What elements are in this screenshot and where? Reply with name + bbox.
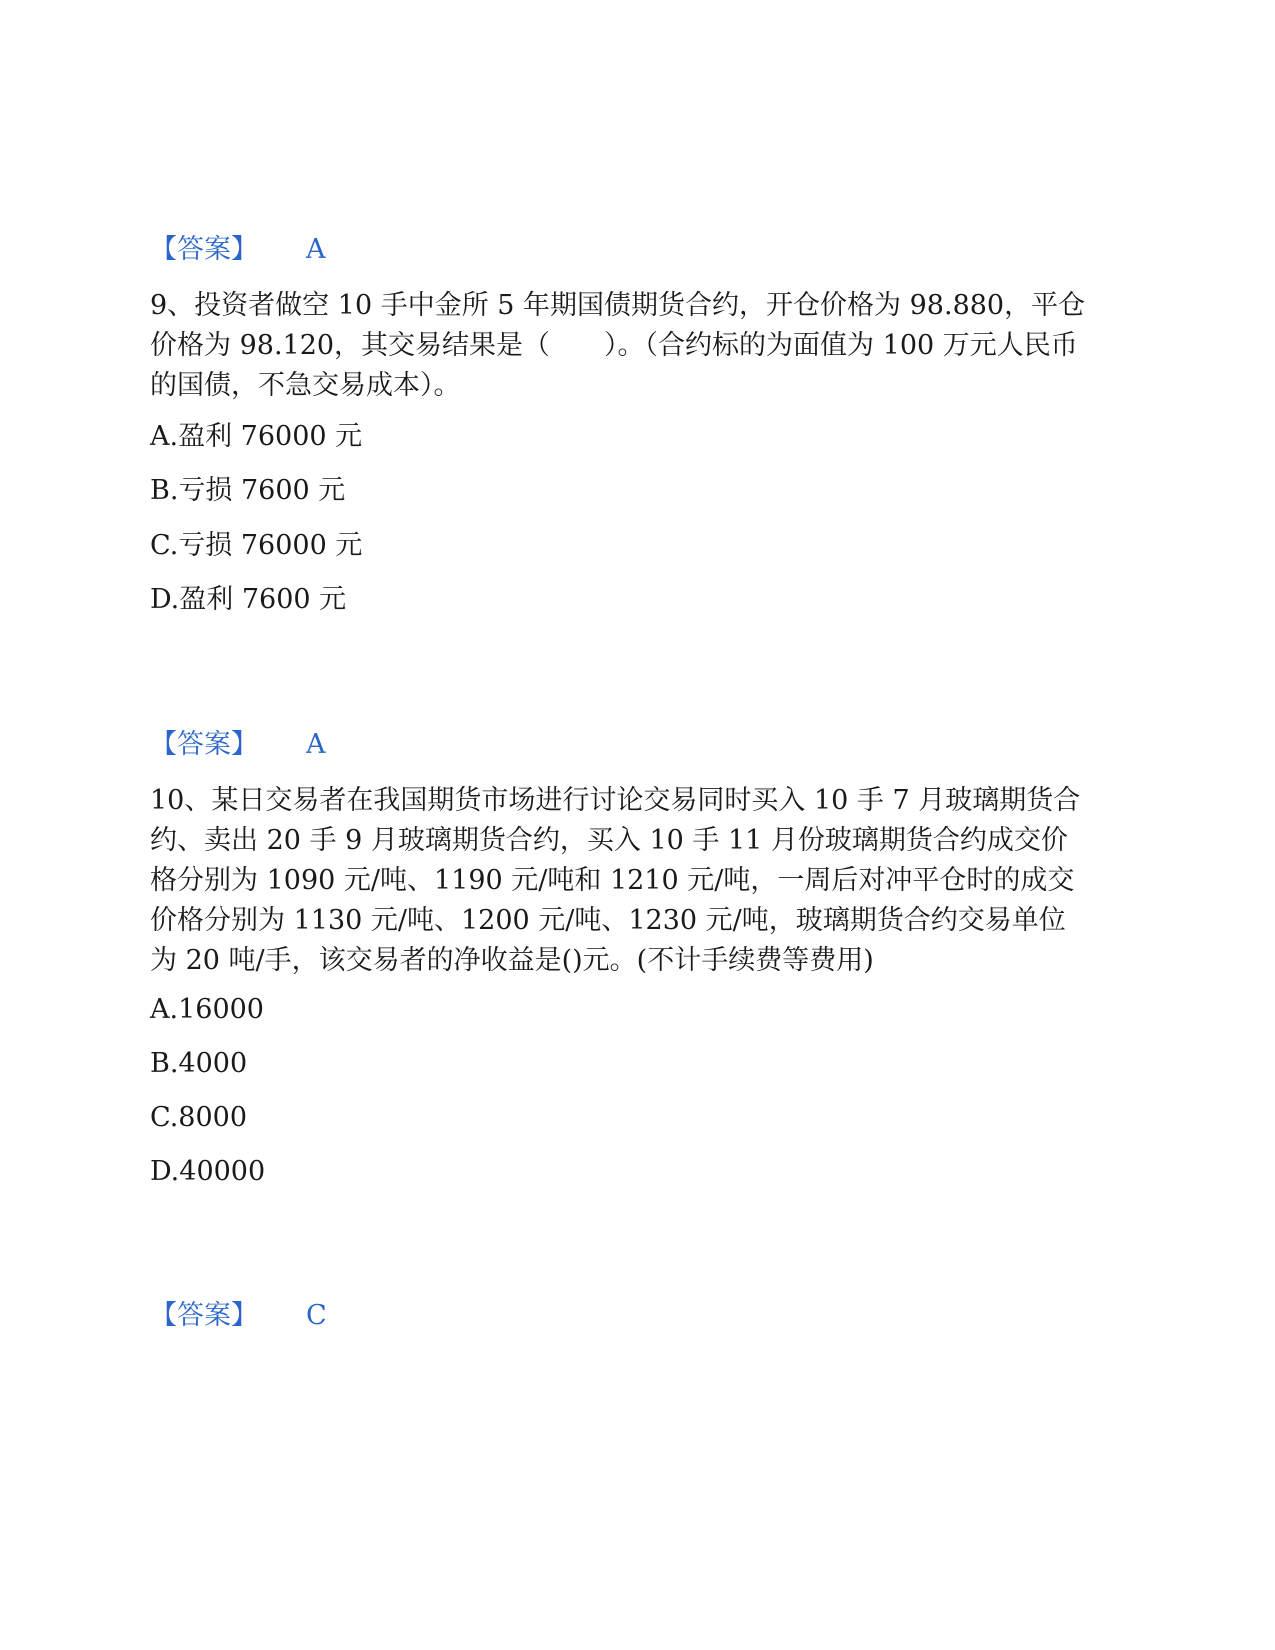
answer-line-1 bbox=[150, 233, 326, 267]
question-10-option-c: C.8000 bbox=[150, 1102, 247, 1133]
answer-value: A bbox=[306, 729, 326, 760]
question-9-option-a: A.盈利 76000 元 bbox=[150, 421, 363, 452]
question-9-option-b: B.亏损 7600 元 bbox=[150, 475, 346, 506]
question-9: 9、投资者做空 10 手中金所 5 年期国债期货合约，开仓价格为 98.880，平仓价格为 98.120，其交易结果是（ ）。（合约标的为面值为 100 万元人民币的国债，不急交易成本）。 bbox=[150, 290, 1086, 401]
answer-line-2 bbox=[150, 728, 326, 762]
question-10-option-a: A.16000 bbox=[150, 994, 264, 1025]
answer-value: A bbox=[306, 234, 326, 265]
answer-value: C bbox=[306, 1300, 327, 1331]
question-9-option-d: D.盈利 7600 元 bbox=[150, 584, 347, 615]
question-9-option-c: C.亏损 76000 元 bbox=[150, 530, 363, 561]
answer-label: 【答案】 bbox=[150, 234, 258, 265]
answer-label: 【答案】 bbox=[150, 1300, 258, 1331]
answer-label: 【答案】 bbox=[150, 729, 258, 760]
question-10: 10、某日交易者在我国期货市场进行讨论交易同时买入 10 手 7 月玻璃期货合约、卖出 20 手 9 月玻璃期货合约，买入 10 手 11 月份玻璃期货合约成交价格分别为 1090 元/吨、1190 元/吨和 1210 元/吨，一周后对冲平仓时的成交价格分别为 1130 元/吨、1200 元/吨、1230 元/吨，玻璃期货合约交易单位为 20 吨/手，该交易者的净收益是()元。(不计手续费等费用) bbox=[150, 785, 1081, 976]
question-10-option-b: B.4000 bbox=[150, 1048, 248, 1079]
question-10-option-d: D.40000 bbox=[150, 1156, 266, 1187]
answer-line-3 bbox=[150, 1299, 327, 1333]
